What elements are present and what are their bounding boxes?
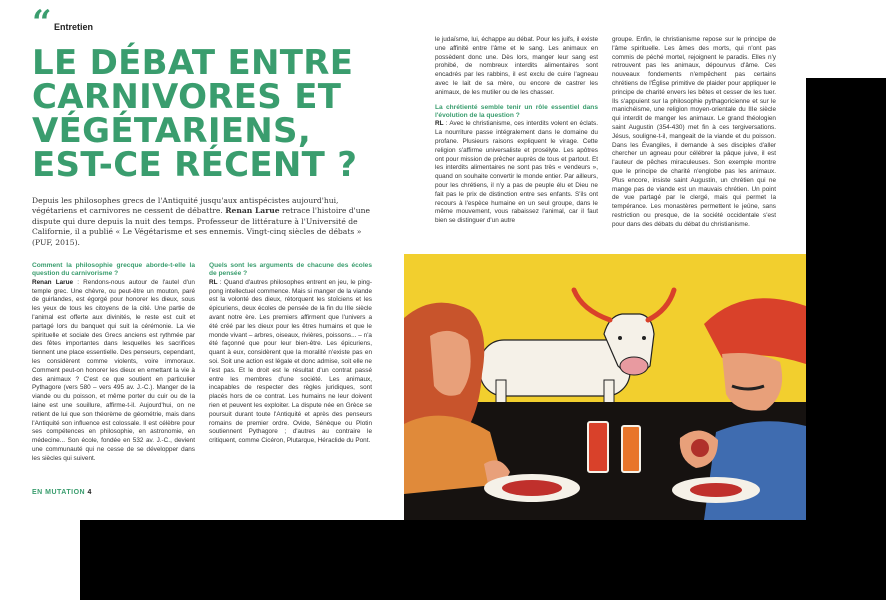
speaker-name: RL — [435, 120, 444, 128]
answer-text: : Avec le christianisme, ces interdits volent en éclats. La nourriture passe intégralement dans le domaine du profane. Plusieurs raisons expliquent le virage. Cette religion s'affirme universaliste et prosélyte. Les apôtres ont pour mission de prêcher auprès de tous et partout. Et les interdits alimentaires ne sont pas très « vendeurs », quand on souhaite convertir le monde entier. Par ailleurs, pour les chrétiens, il n'y a pas de peuple élu et Dieu ne fait pas le prix de distinction entre ses enfants. S'ils ont recours à l'espèce humaine en un seul groupe, dans le même mouvement, vous rabaissez l'animal, car il faut bien se distinguer d'un autre — [435, 120, 598, 225]
speaker-name: RL — [209, 278, 218, 286]
title-line: EST-CE RÉCENT ? — [32, 145, 358, 185]
black-background-bottom — [80, 520, 886, 600]
title-line: LE DÉBAT ENTRE — [32, 43, 354, 83]
page-number: 4 — [87, 489, 92, 496]
text-column-1 — [32, 262, 195, 476]
answer-text: le judaïsme, lui, échappe au débat. Pour les juifs, il existe une affinité entre l'âme et le sang. Les animaux en possèdent donc une. Dès lors, manger leur sang est prohibé, de nombreux interdits alimentaires sont encadrés par les rabbins, il est exclu de cuire l'agneau avec le lait de sa mère, ou encore de castrer les animaux, de les mutiler ou de les chasser. — [435, 36, 598, 96]
illustration-drawing — [404, 254, 806, 520]
answer-paragraph — [435, 120, 598, 226]
answer-text: : Quand d'autres philosophes entrent en jeu, le ping-pong intellectuel commence. Mais si manger de la viande est la volonté des dieux, rétorquent les stoïciens et les épicuriens, deux écoles de pensée de la fin du IIIe siècle avant notre ère. Les premiers affirment que l'univers a été créé par les dieux pour les êtres humains et que le monde vivant – arbres, oiseaux, rivières, poissons... – n'a été façonné que pour leur bien-être. Les épicuriens, quant à eux, considèrent que la moralité n'existe pas en soi. Soit une action est légale et donc admise, soit elle ne l'est pas. Et le droit est le résultat d'un contrat passé entre les membres d'une société. Les animaux, incapables de respecter des règles juridiques, sont placés hors de ce contrat. Les humains ne leur doivent rien et peuvent les exploiter. La dispute née en Grèce se poursuit durant toute l'Antiquité et après des penseurs romains de premier ordre. Ovide, Sénèque ou Plotin soutiennent Pythagore ; d'autres au contraire le critiquent, comme Cicéron, Plutarque, Héraclide du Pont. — [209, 278, 372, 445]
title-line: CARNIVORES ET — [32, 77, 342, 117]
answer-text: : Rendons-nous autour de l'autel d'un temple grec. Une chèvre, ou peut-être un mouton, paré de guirlandes, est égorgé pour honorer les dieux, sous les yeux de tous les citoyens de la cité. Une partie de l'animal est offerte aux divinités, le reste est cuit et partagé lors du banquet qui suit la cérémonie. La vie spirituelle et sociale des Grecs anciens est rythmée par des fêtes importantes dans lesquelles les sacrifices tiennent une place essentielle. Des penseurs, cependant, les considèrent comme violents, voire immoraux. Comment peut-on honorer les dieux en emettant la vie à des animaux ? C'est ce que soutient en particulier Pythagore (vers 580 – vers 495 av. J.-C.). Manger de la viande ou du poisson, et même porter du cuir ou de la laine est une souillure, affirme-t-il. Aujourd'hui, on ne retient de lui que son théorème de géométrie, mais dans l'Antiquité son influence est colossale. Il est célèbre pour ses compétences en philosophie, en astronomie, en médecine... Son école, fondée en 532 av. J.-C., devient une communauté qui ne cesse de se développer dans les siècles qui suivent. — [32, 278, 195, 462]
intro-text: retrace l'histoire d'une dispute qui dure depuis la nuit des temps. Professeur de littérature à l'Université de Californie, il a publié « Le Végétarisme et ses ennemis. Vingt-cinq siècles de débats » (PUF, 2015). — [32, 206, 371, 247]
illustration — [404, 254, 806, 520]
page-footer — [32, 489, 92, 496]
intro-author: Renan Larue — [225, 206, 280, 216]
black-background-right — [806, 78, 886, 520]
text-column-3 — [435, 36, 598, 248]
interview-question: Comment la philosophie grecque aborde-t-elle la question du carnivorisme ? — [32, 262, 195, 278]
text-column-2 — [209, 262, 372, 476]
article-intro — [32, 196, 377, 248]
interview-question: Quels sont les arguments de chacune des écoles de pensée ? — [209, 262, 372, 278]
magazine-name: EN MUTATION — [32, 489, 86, 496]
speaker-name: Renan Larue — [32, 278, 74, 286]
answer-paragraph — [32, 279, 195, 464]
quote-mark: “ — [32, 3, 52, 43]
title-line: VÉGÉTARIENS, — [32, 111, 312, 151]
intro-text: Depuis les philosophes grecs de l'Antiquité jusqu'aux antispécistes aujourd'hui, végétariens et carnivores ne cessent de débattre. — [32, 196, 339, 216]
article-title — [32, 43, 372, 185]
answer-text: groupe. Enfin, le christianisme repose sur le principe de l'âme spirituelle. Les âmes des morts, qui n'ont pas commis de péché mortel, rejoignent le paradis. Elles n'y retrouvent pas les animaux, dépourvus d'âme. Ces nouveaux fondements n'empêchent pas certains chrétiens de l'Église primitive de plaider pour appliquer le principe de charité envers les bêtes et cesser de les tuer. Ils s'appuient sur la philosophie pythagoricienne et sur le manichéisme, une religion moyen-orientale du IIIe siècle qui interdit de manger les animaux. Le grand théologien saint Augustin (354-430) met fin à ces tergiversations. Jésus, souligne-t-il, mangeait de la viande et du poisson. Dans les Évangiles, il demande à ses disciples d'aller chercher un agneau pour célébrer la pâque juive, il est l'auteur de pêches miraculeuses. Son exemple montre que le principe de charité n'englobe pas les animaux. Plus encore, insiste saint Augustin, un chrétien qui ne mange pas de viande est un mauvais chrétien. Un point de vue partagé par le clergé, mais qui permet la tempérance. Les monastères permettent le jeûne, sans restriction ou presque, de la société occidentale s'est pour dans des débats du débat du christianisme. — [612, 36, 776, 228]
text-column-4 — [612, 36, 776, 248]
section-rubric: Entretien — [54, 22, 94, 32]
interview-question: La chrétienté semble tenir un rôle essentiel dans l'évolution de la question ? — [435, 103, 598, 119]
white-background-strip — [0, 520, 80, 600]
answer-paragraph — [209, 279, 372, 446]
